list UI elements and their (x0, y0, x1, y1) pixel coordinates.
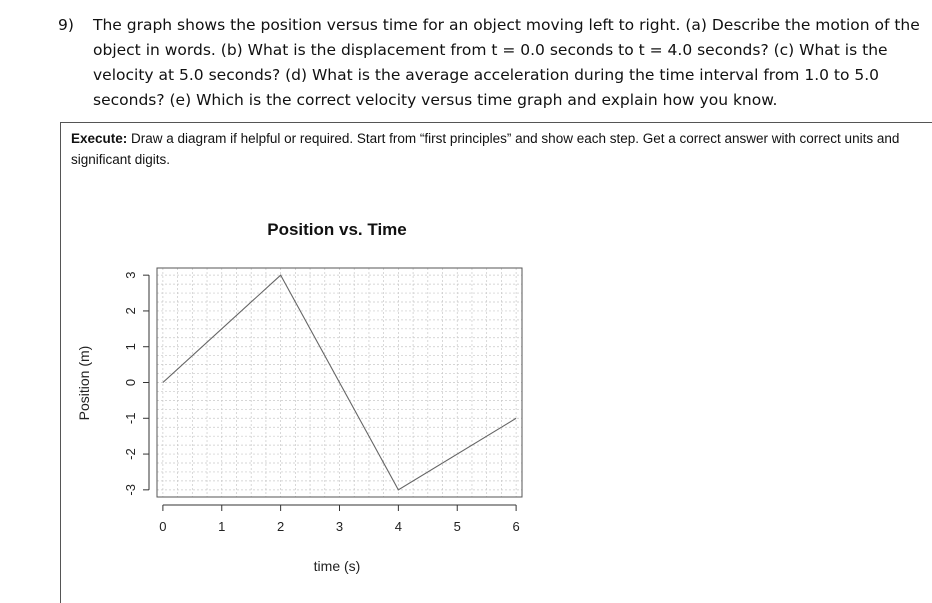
x-tick-label: 6 (512, 519, 520, 534)
y-tick-label: 0 (123, 378, 138, 387)
y-tick-label: 1 (123, 343, 138, 351)
y-tick-label: -2 (123, 448, 138, 460)
x-tick-label: 3 (335, 519, 344, 534)
position-time-chart (60, 200, 580, 585)
execute-body: Draw a diagram if helpful or required. Start from “first principles” and show each step. Get a correct answer with correct units and significant digits. (71, 131, 900, 167)
question-text: The graph shows the position versus time for an object moving left to right. (a) Describe the motion of the object in words. (b) What is the displacement from t = 0.0 seconds to t = 4.0 seconds? (c) What is the velocity at 5.0 seconds? (d) What is the average acceleration during the time interval from 1.0 to 5.0 seconds? (e) Which is the correct velocity versus time graph and explain how you know. (93, 16, 920, 109)
question-number: 9) (58, 16, 74, 34)
x-tick-label: 1 (218, 519, 226, 534)
x-tick-label: 4 (394, 519, 402, 534)
y-tick-label: -3 (123, 484, 138, 496)
x-axis-title: time (s) (313, 558, 361, 574)
x-tick-label: 0 (159, 519, 167, 534)
y-tick-label: 2 (123, 307, 138, 315)
y-tick-label: -1 (123, 412, 138, 425)
y-tick-label: 3 (123, 271, 138, 279)
y-axis-title: Position (m) (76, 345, 92, 421)
x-tick-label: 5 (453, 519, 461, 534)
execute-label: Execute: (71, 131, 128, 146)
x-tick-label: 2 (277, 519, 285, 534)
x-axis (159, 505, 519, 534)
execute-instructions (71, 128, 921, 170)
y-axis (123, 272, 149, 496)
chart-title: Position vs. Time (267, 220, 407, 239)
